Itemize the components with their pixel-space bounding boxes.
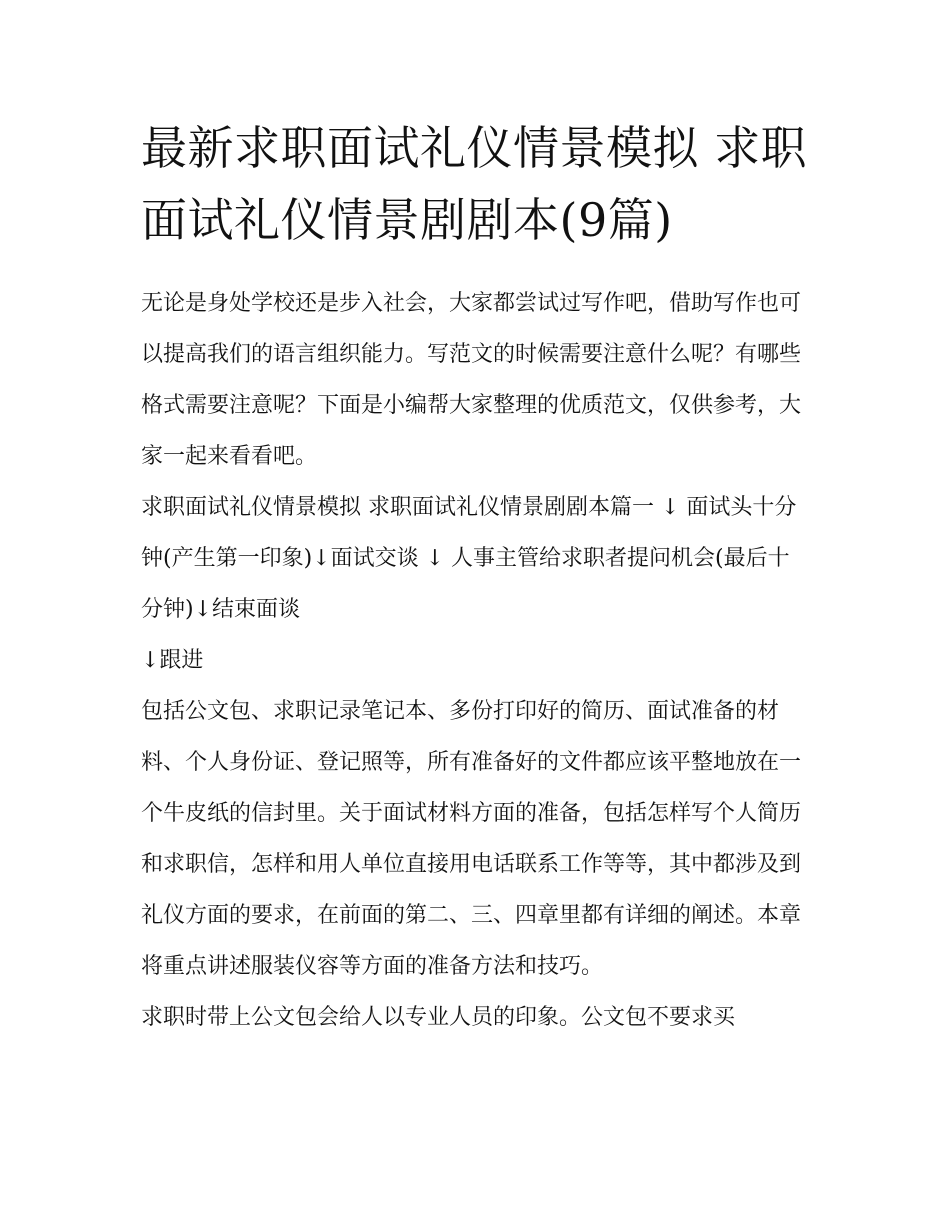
document-body xyxy=(141,278,811,1043)
document-page xyxy=(141,112,811,1043)
interview-flow-paragraph: 求职面试礼仪情景模拟 求职面试礼仪情景剧剧本篇一 ↓ 面试头十分钟(产生第一印象)↓面试交谈 ↓ 人事主管给求职者提问机会(最后十分钟)↓结束面谈 xyxy=(141,495,797,622)
materials-paragraph: 包括公文包、求职记录笔记本、多份打印好的简历、面试准备的材料、个人身份证、登记照等，所有准备好的文件都应该平整地放在一个牛皮纸的信封里。关于面试材料方面的准备，包括怎样写个人简历和求职信，怎样和用人单位直接用电话联系工作等等，其中都涉及到礼仪方面的要求，在前面的第二、三、四章里都有详细的阐述。本章将重点讲述服装仪容等方面的准备方法和技巧。 xyxy=(141,699,802,979)
follow-up-paragraph: ↓跟进 xyxy=(141,648,204,673)
intro-paragraph: 无论是身处学校还是步入社会，大家都尝试过写作吧，借助写作也可以提高我们的语言组织能力。写范文的时候需要注意什么呢？有哪些格式需要注意呢？下面是小编帮大家整理的优质范文，仅供参考，大家一起来看看吧。 xyxy=(141,291,802,469)
briefcase-paragraph: 求职时带上公文包会给人以专业人员的印象。公文包不要求买 xyxy=(141,1005,736,1030)
document-title: 最新求职面试礼仪情景模拟 求职面试礼仪情景剧剧本(9篇) xyxy=(141,121,808,247)
